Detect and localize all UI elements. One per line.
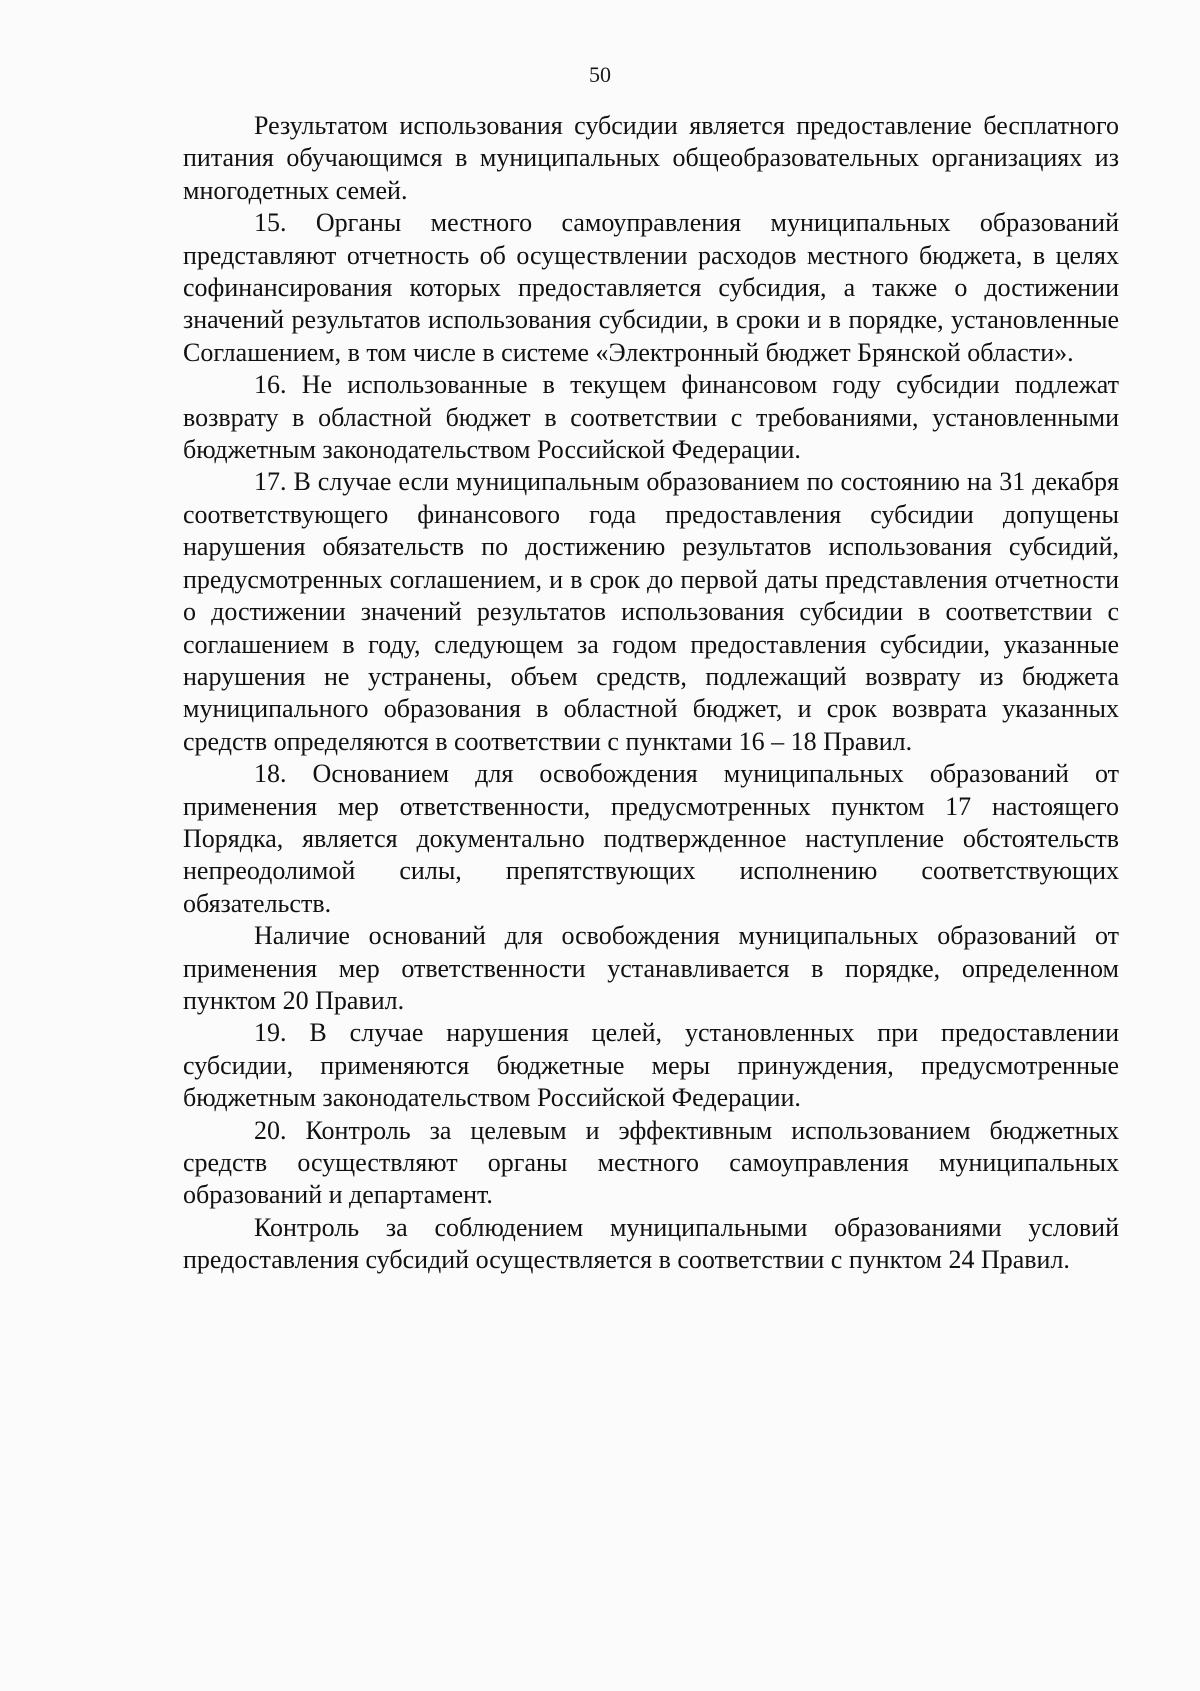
paragraph-exemption-grounds: Наличие оснований для освобождения муниципальных образований от применения мер ответственности устанавливается в порядке, определенном пунктом 20 Правил. [183,921,1119,1015]
page-number: 50 [589,62,611,87]
paragraph-19-enforcement: 19. В случае нарушения целей, установленных при предоставлении субсидии, применяются бюджетные меры принуждения, предусмотренные бюджетным законодательством Российской Федерации. [183,1018,1119,1113]
paragraph-subsidy-result: Результатом использования субсидии является предоставление бесплатного питания обучающимся в муниципальных общеобразовательных организациях из многодетных семей. [183,111,1119,205]
paragraph-16-unused-subsidies: 16. Не использованные в текущем финансовом году субсидии подлежат возврату в областной бюджет в соответствии с требованиями, установленными бюджетным законодательством Российской Федерации. [183,370,1119,465]
paragraph-15-reporting: 15. Органы местного самоуправления муниципальных образований представляют отчетность об осуществлении расходов местного бюджета, в целях софинансирования которых предоставляется субсидия, а также о достижении значений результатов использования субсидии, в сроки и в порядке, установленные Соглашением, в том числе в системе «Электронный бюджет Брянской области». [183,208,1119,367]
document-body [183,110,1119,1277]
paragraph-18-exemption: 18. Основанием для освобождения муниципальных образований от применения мер ответственности, предусмотренных пунктом 17 настоящего Порядка, является документально подтвержденное наступление обстоятельств непреодолимой силы, препятствующих исполнению соответствующих обязательств. [183,759,1119,918]
paragraph-17-violations: 17. В случае если муниципальным образованием по состоянию на 31 декабря соответствующего финансового года предоставления субсидии допущены нарушения обязательств по достижению результатов использования субсидий, предусмотренных соглашением, и в срок до первой даты представления отчетности о достижении значений результатов использования субсидии в соответствии с соглашением в году, следующем за годом предоставления субсидии, указанные нарушения не устранены, объем средств, подлежащий возврату из бюджета муниципального образования в областной бюджет, и срок возврата указанных средств определяются в соответствии с пунктами 16 – 18 Правил. [183,467,1119,756]
paragraph-compliance-control: Контроль за соблюдением муниципальными образованиями условий предоставления субсидий осуществляется в соответствии с пунктом 24 Правил. [183,1212,1119,1275]
paragraph-20-control: 20. Контроль за целевым и эффективным использованием бюджетных средств осуществляют органы местного самоуправления муниципальных образований и департамент. [183,1115,1119,1210]
